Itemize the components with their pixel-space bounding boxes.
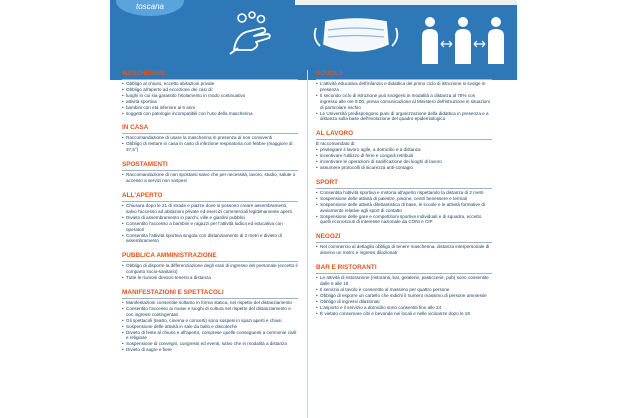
rule-item: • L'asporto e il servizio a domicilio sono consentiti fino alle 24 xyxy=(316,305,492,311)
rule-item: • Consentita l'attività sportiva e motoria all'aperto rispettando la distanza di 2 metri xyxy=(316,190,492,196)
rule-item: • Nel commercio al dettaglio obbligo di tenere mascherina, distanza interpersonale di almeno un metro e ingressi dilazionati xyxy=(316,244,492,256)
people-distance-icon xyxy=(418,14,508,66)
rule-list xyxy=(316,190,492,225)
rule-item: • Obbligo all'aperto ad eccezione dei casi di: xyxy=(122,87,298,93)
rule-item: • Obbligo al chiuso, eccetto abitazioni private xyxy=(122,81,298,87)
header-banner xyxy=(110,0,517,80)
section-rule xyxy=(316,273,492,274)
section-negozi xyxy=(316,233,492,256)
section-rule xyxy=(122,201,298,202)
rule-list xyxy=(122,172,298,184)
rule-item: • Sospensione di convegni, congressi ed eventi, salvo che in modalità a distanza xyxy=(122,341,298,347)
section-title: SPOSTAMENTI xyxy=(122,161,168,169)
region-logo: toscana xyxy=(116,0,184,16)
face-mask-icon xyxy=(310,14,402,60)
rule-item: • L'attività educativa dell'infanzia e didattica del primo ciclo di istruzione si svolge in presenza xyxy=(316,81,492,93)
section-title: SCUOLA xyxy=(316,70,343,77)
section-title: ALL'APERTO xyxy=(122,191,163,199)
section-al-lavoro xyxy=(316,130,492,171)
section-rule xyxy=(122,133,298,134)
rule-item: • bambini con età inferiore ai 6 anni xyxy=(122,105,298,111)
rule-list xyxy=(316,244,492,256)
rule-list xyxy=(316,147,492,171)
rule-item: • Divieto di sagre e fiere xyxy=(122,347,298,353)
rule-item: • Sospensione delle gare e competizioni sportive individuali e di squadra, eccetto quelli riconosciuti di interesse nazionale da CONI e CIP xyxy=(316,214,492,226)
rule-item: • Raccomandazione di non spostarsi salvo che per necessità, lavoro, studio, salute o accesso a servizi non sospesi xyxy=(122,172,298,184)
section-title: PUBBLICA AMMINISTRAZIONE xyxy=(122,252,217,260)
rule-list xyxy=(316,81,492,122)
section-title: BAR E RISTORANTI xyxy=(316,264,377,272)
rule-item: • Le Università predispongono piani di organizzazione della didattica in presenza e a distanza sulla base dell'evoluzione del quadro epidemiologico xyxy=(316,111,492,123)
section-rule xyxy=(122,79,298,80)
rule-list xyxy=(122,203,298,244)
hands-washing-icon xyxy=(228,10,278,60)
rule-item: • Le attività di ristorazione (ristoranti, bar, gelaterie, pasticcerie, pub) sono consentite dalle 5 alle 18 xyxy=(316,275,492,287)
section-rule xyxy=(122,261,298,262)
rule-item: • incentivare le operazioni di sanificazione dei luoghi di lavoro xyxy=(316,159,492,165)
rule-item: • Manifestazioni consentite soltanto in forma statica, nel rispetto del distanziamento xyxy=(122,300,298,306)
rule-item: • Chiusura dopo le 21 di strade e piazze dove si possono creare assembramenti, salvo l'accesso ad abitazioni private ed esercizi commerciali legittimamente aperti xyxy=(122,203,298,215)
rule-item: • Consentito l'accesso a bambini e ragazzi per l'attività ludica ed educativa con operatori xyxy=(122,221,298,233)
rule-item: • Divieto di feste al chiuso e all'aperto, comprese quelle conseguenti a cerimonie civili e religiose xyxy=(122,330,298,342)
rule-item: • Raccomandazione di usare la mascherina in presenza di non conviventi xyxy=(122,135,298,141)
rule-list xyxy=(122,81,298,116)
section-intro: È raccomandato di: xyxy=(316,141,356,147)
rule-item: • attività sportiva xyxy=(122,99,298,105)
rule-item: • privilegiare il lavoro agile, a domicilio e a distanza xyxy=(316,147,492,153)
section-manifestazioni-e-spettacoli xyxy=(122,289,298,353)
section-title: MASCHERINE xyxy=(122,70,165,77)
rule-item: • soggetti con patologie incompatibili con l'uso della mascherina xyxy=(122,111,298,117)
rule-item: • Obbligo di esporre un cartello che indichi il numero massimo di persone ammesse xyxy=(316,293,492,299)
rule-list xyxy=(122,263,298,281)
section-title: MANIFESTAZIONI E SPETTACOLI xyxy=(122,289,224,297)
rule-list xyxy=(316,275,492,316)
rule-item: • Obbligo di ingressi dilazionati xyxy=(316,299,492,305)
section-scuola xyxy=(316,70,492,122)
left-column xyxy=(122,70,298,353)
banner-top-strip xyxy=(295,0,517,5)
rule-item: • Sospensione delle attività di palestre, piscine, centri benessere e termali xyxy=(316,196,492,202)
section-spostamenti xyxy=(122,161,298,184)
rule-list xyxy=(122,135,298,153)
section-in-casa xyxy=(122,124,298,153)
section-pubblica-amministrazione xyxy=(122,252,298,281)
rule-list xyxy=(122,300,298,353)
rule-item: • incentivare l'utilizzo di ferie e congedi retribuiti xyxy=(316,153,492,159)
infographic-sheet xyxy=(110,0,517,418)
section-bar-e-ristoranti xyxy=(316,264,492,316)
rule-item: • Sospensione delle attività dilettantistica di base, le scuole e le attività formative di avviamento relative agli sport di contatto xyxy=(316,202,492,214)
section-mascherine xyxy=(122,70,298,116)
rule-item: • Sospensione delle attività in sale da ballo e discoteche xyxy=(122,324,298,330)
rule-item: • È vietato consumare cibi e bevande nei locali e nelle vicinanze dopo le 18 xyxy=(316,311,492,317)
column-divider xyxy=(307,70,308,418)
section-rule xyxy=(316,188,492,189)
section-sport xyxy=(316,179,492,225)
rule-item: • Tutte le riunioni devono tenersi a distanza xyxy=(122,275,298,281)
rules-content xyxy=(122,70,504,418)
section-rule xyxy=(122,298,298,299)
rule-item: • Il servizio al tavolo è consentito al massimo per quattro persone xyxy=(316,287,492,293)
right-column xyxy=(316,70,492,316)
rule-item: • Consentita l'attività sportiva singola con distanziamento di 2 metri e divieto di assembramento xyxy=(122,233,298,245)
rule-item: • assumere protocolli di sicurezza anti-contagio xyxy=(316,165,492,171)
section-title: IN CASA xyxy=(122,124,149,132)
rule-item: • Gli spettacoli (teatro, cinema e concerti) sono sospesi in spazi aperti e chiusi xyxy=(122,318,298,324)
section-all-aperto xyxy=(122,192,298,244)
rule-item: • Consentito l'accesso ai musei e luoghi di cultura nel rispetto del distanziamento e con ingressi contingentati xyxy=(122,306,298,318)
rule-item: • Divieto di assembramento in parchi, ville e giardini pubblici xyxy=(122,215,298,221)
section-title: NEGOZI xyxy=(316,233,341,241)
section-rule xyxy=(122,170,298,171)
section-title: AL LAVORO xyxy=(316,130,354,138)
section-rule xyxy=(316,79,492,80)
rule-item: • Obbligo di disporre la differenziazione degli orari di ingresso del personale (eccetto il comparto socio-sanitario) xyxy=(122,263,298,275)
rule-item: • Obbligo di restare in casa in caso di infezione respiratoria con febbre (maggiore di 37,5°) xyxy=(122,141,298,153)
section-title: SPORT xyxy=(316,178,339,186)
rule-item: • luoghi in cui sia garantito l'isolamento in modo continuativo xyxy=(122,93,298,99)
section-rule xyxy=(316,242,492,243)
rule-item: • Il secondo ciclo di istruzione può svolgersi in modalità a distanza al 75% con ingresso alle ore 9:00, previa comunicazione al Ministero dell'istruzione in situazioni di particolare rischio xyxy=(316,93,492,111)
